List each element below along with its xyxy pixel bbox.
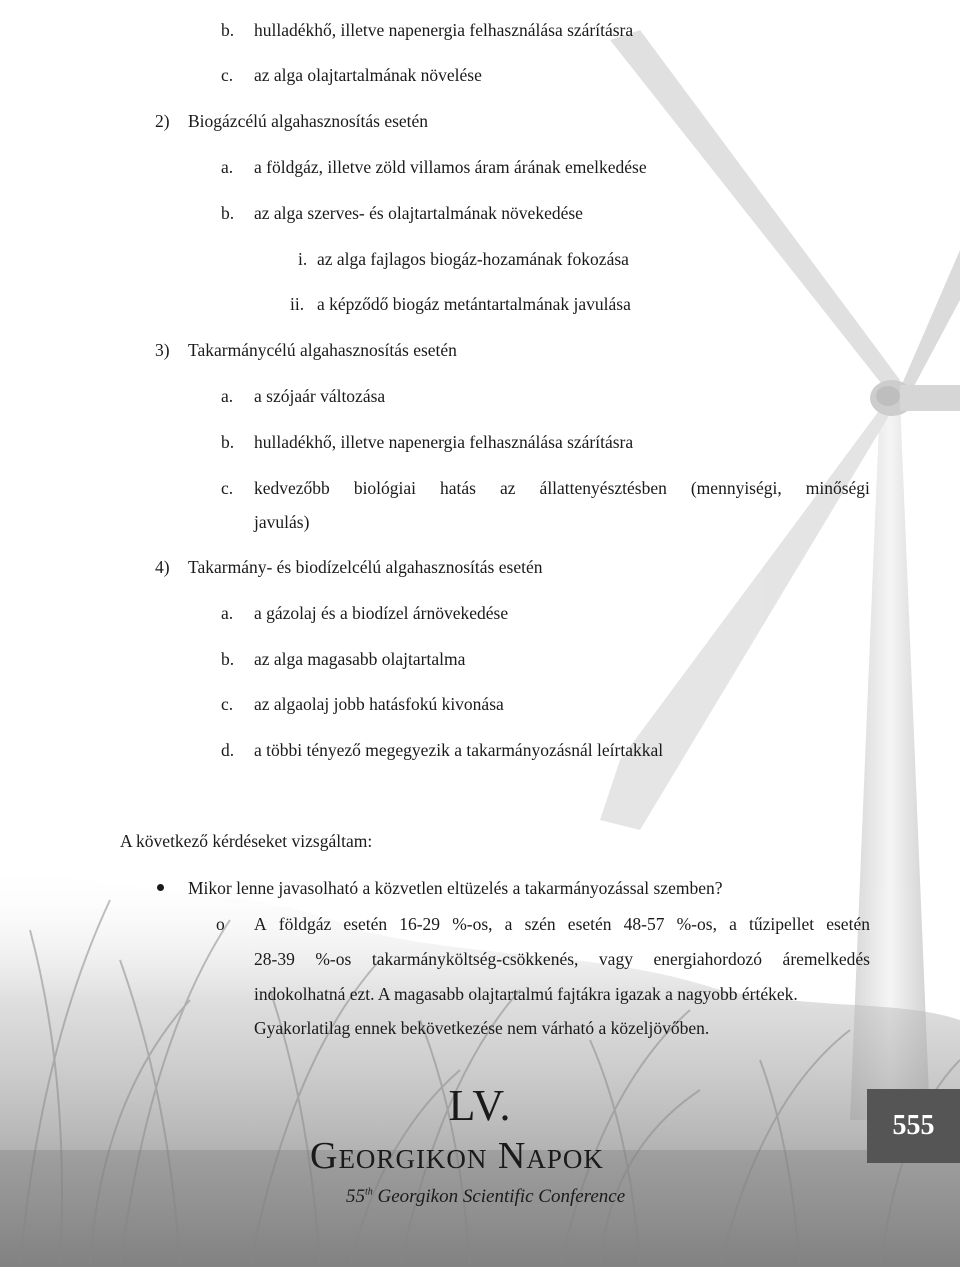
word: %-os: [315, 949, 352, 969]
word: biológiai: [353, 478, 417, 498]
list-marker: d.: [221, 740, 235, 760]
list-marker: c.: [221, 694, 234, 714]
word: állattenyésztésben: [539, 478, 667, 498]
list-text: hulladékhő, illetve napenergia felhasználása szárításra: [254, 432, 634, 452]
list-marker: i.: [298, 249, 308, 269]
word: (mennyiségi,: [690, 478, 782, 498]
footer-subtitle-number: 55: [346, 1186, 365, 1207]
footer-subtitle: [346, 1186, 625, 1208]
list-marker: b.: [221, 432, 235, 452]
list-marker: ii.: [290, 294, 305, 314]
list-text: a szójaár változása: [254, 386, 386, 406]
list-marker: b.: [221, 20, 235, 40]
justified-text-line: [254, 477, 870, 499]
section-heading: [155, 339, 457, 361]
list-marker: 2): [155, 111, 170, 131]
list-marker: 3): [155, 340, 170, 360]
list-marker: 4): [155, 557, 170, 577]
word: esetén: [826, 914, 870, 934]
word: %-os,: [676, 914, 717, 934]
list-text: az algaolaj jobb hatásfokú kivonása: [254, 694, 504, 714]
word: szén: [524, 914, 556, 934]
word: a: [729, 914, 737, 934]
page-number: 555: [892, 1110, 935, 1141]
list-text-continuation: javulás): [254, 512, 310, 532]
list-marker: b.: [221, 649, 235, 669]
list-text: Takarmány- és biodízelcélú algahasznosítás esetén: [188, 557, 543, 577]
word: A: [254, 914, 267, 934]
list-text: a földgáz, illetve zöld villamos áram árának emelkedése: [254, 157, 647, 177]
list-marker: b.: [221, 203, 235, 223]
list-marker: c.: [221, 65, 234, 85]
list-item: [221, 477, 254, 499]
footer-conference-title: Georgikon Napok: [310, 1135, 604, 1177]
list-item: [221, 648, 465, 670]
list-text: Takarmánycélú algahasznosítás esetén: [188, 340, 457, 360]
list-item: [221, 19, 633, 41]
word: 28-39: [254, 949, 295, 969]
list-item: [221, 202, 583, 224]
footer-subtitle-ordinal: th: [365, 1186, 373, 1198]
list-text: hulladékhő, illetve napenergia felhasználása szárításra: [254, 20, 634, 40]
footer-subtitle-text: Georgikon Scientific Conference: [372, 1186, 626, 1207]
word: kedvezőbb: [254, 478, 330, 498]
paragraph-text-line: indokolhatná ezt. A magasabb olajtartalmú fajtákra igazak a nagyobb értékek.: [254, 984, 798, 1004]
list-marker: c.: [221, 478, 234, 498]
section-heading: [155, 556, 542, 578]
word: takarmányköltség-csökkenés,: [371, 949, 579, 969]
list-text: az alga fajlagos biogáz-hozamának fokozása: [317, 249, 629, 269]
list-item: [221, 602, 508, 624]
section-heading: [155, 110, 428, 132]
word: 48-57: [623, 914, 665, 934]
word: a: [504, 914, 513, 934]
sub-bullet-marker: o: [216, 914, 225, 934]
bullet-icon: [157, 884, 164, 891]
list-text: Biogázcélú algahasznosítás esetén: [188, 111, 429, 131]
word: vagy: [598, 949, 633, 969]
justified-text-line: [254, 913, 870, 935]
word: áremelkedés: [782, 949, 870, 969]
intro-sentence: A következő kérdéseket vizsgáltam:: [120, 831, 373, 851]
word: esetén: [567, 914, 612, 934]
list-item: [221, 385, 385, 407]
list-text: a képződő biogáz metántartalmának javulása: [317, 294, 631, 314]
list-item: [221, 693, 504, 715]
word: 16-29: [399, 914, 441, 934]
list-item: [221, 739, 663, 761]
word: az: [500, 478, 516, 498]
footer-edition: LV.: [448, 1081, 512, 1130]
page-number-box: [867, 1089, 960, 1163]
sub-list-item: [290, 293, 631, 315]
paragraph-text-line: Gyakorlatilag ennek bekövetkezése nem várható a közeljövőben.: [254, 1018, 710, 1038]
word: energiahordozó: [653, 949, 763, 969]
bullet-text: Mikor lenne javasolható a közvetlen eltüzelés a takarmányozással szemben?: [188, 878, 723, 898]
list-item: [221, 156, 647, 178]
list-text: a többi tényező megegyezik a takarmányozásnál leírtakkal: [254, 740, 664, 760]
word: esetén: [343, 914, 388, 934]
list-marker: a.: [221, 157, 234, 177]
list-marker: a.: [221, 603, 234, 623]
list-text: az alga magasabb olajtartalma: [254, 649, 466, 669]
justified-text-line: [254, 948, 870, 970]
list-text: a gázolaj és a biodízel árnövekedése: [254, 603, 509, 623]
word: tűzipellet: [748, 914, 815, 934]
list-marker: a.: [221, 386, 234, 406]
list-text: az alga olajtartalmának növelése: [254, 65, 482, 85]
word: hatás: [440, 478, 476, 498]
list-item: [221, 431, 633, 453]
list-text: az alga szerves- és olajtartalmának növekedése: [254, 203, 583, 223]
sub-list-item: [298, 248, 629, 270]
list-item: [221, 64, 482, 86]
word: minőségi: [805, 478, 870, 498]
word: földgáz: [278, 914, 332, 934]
word: %-os,: [452, 914, 493, 934]
